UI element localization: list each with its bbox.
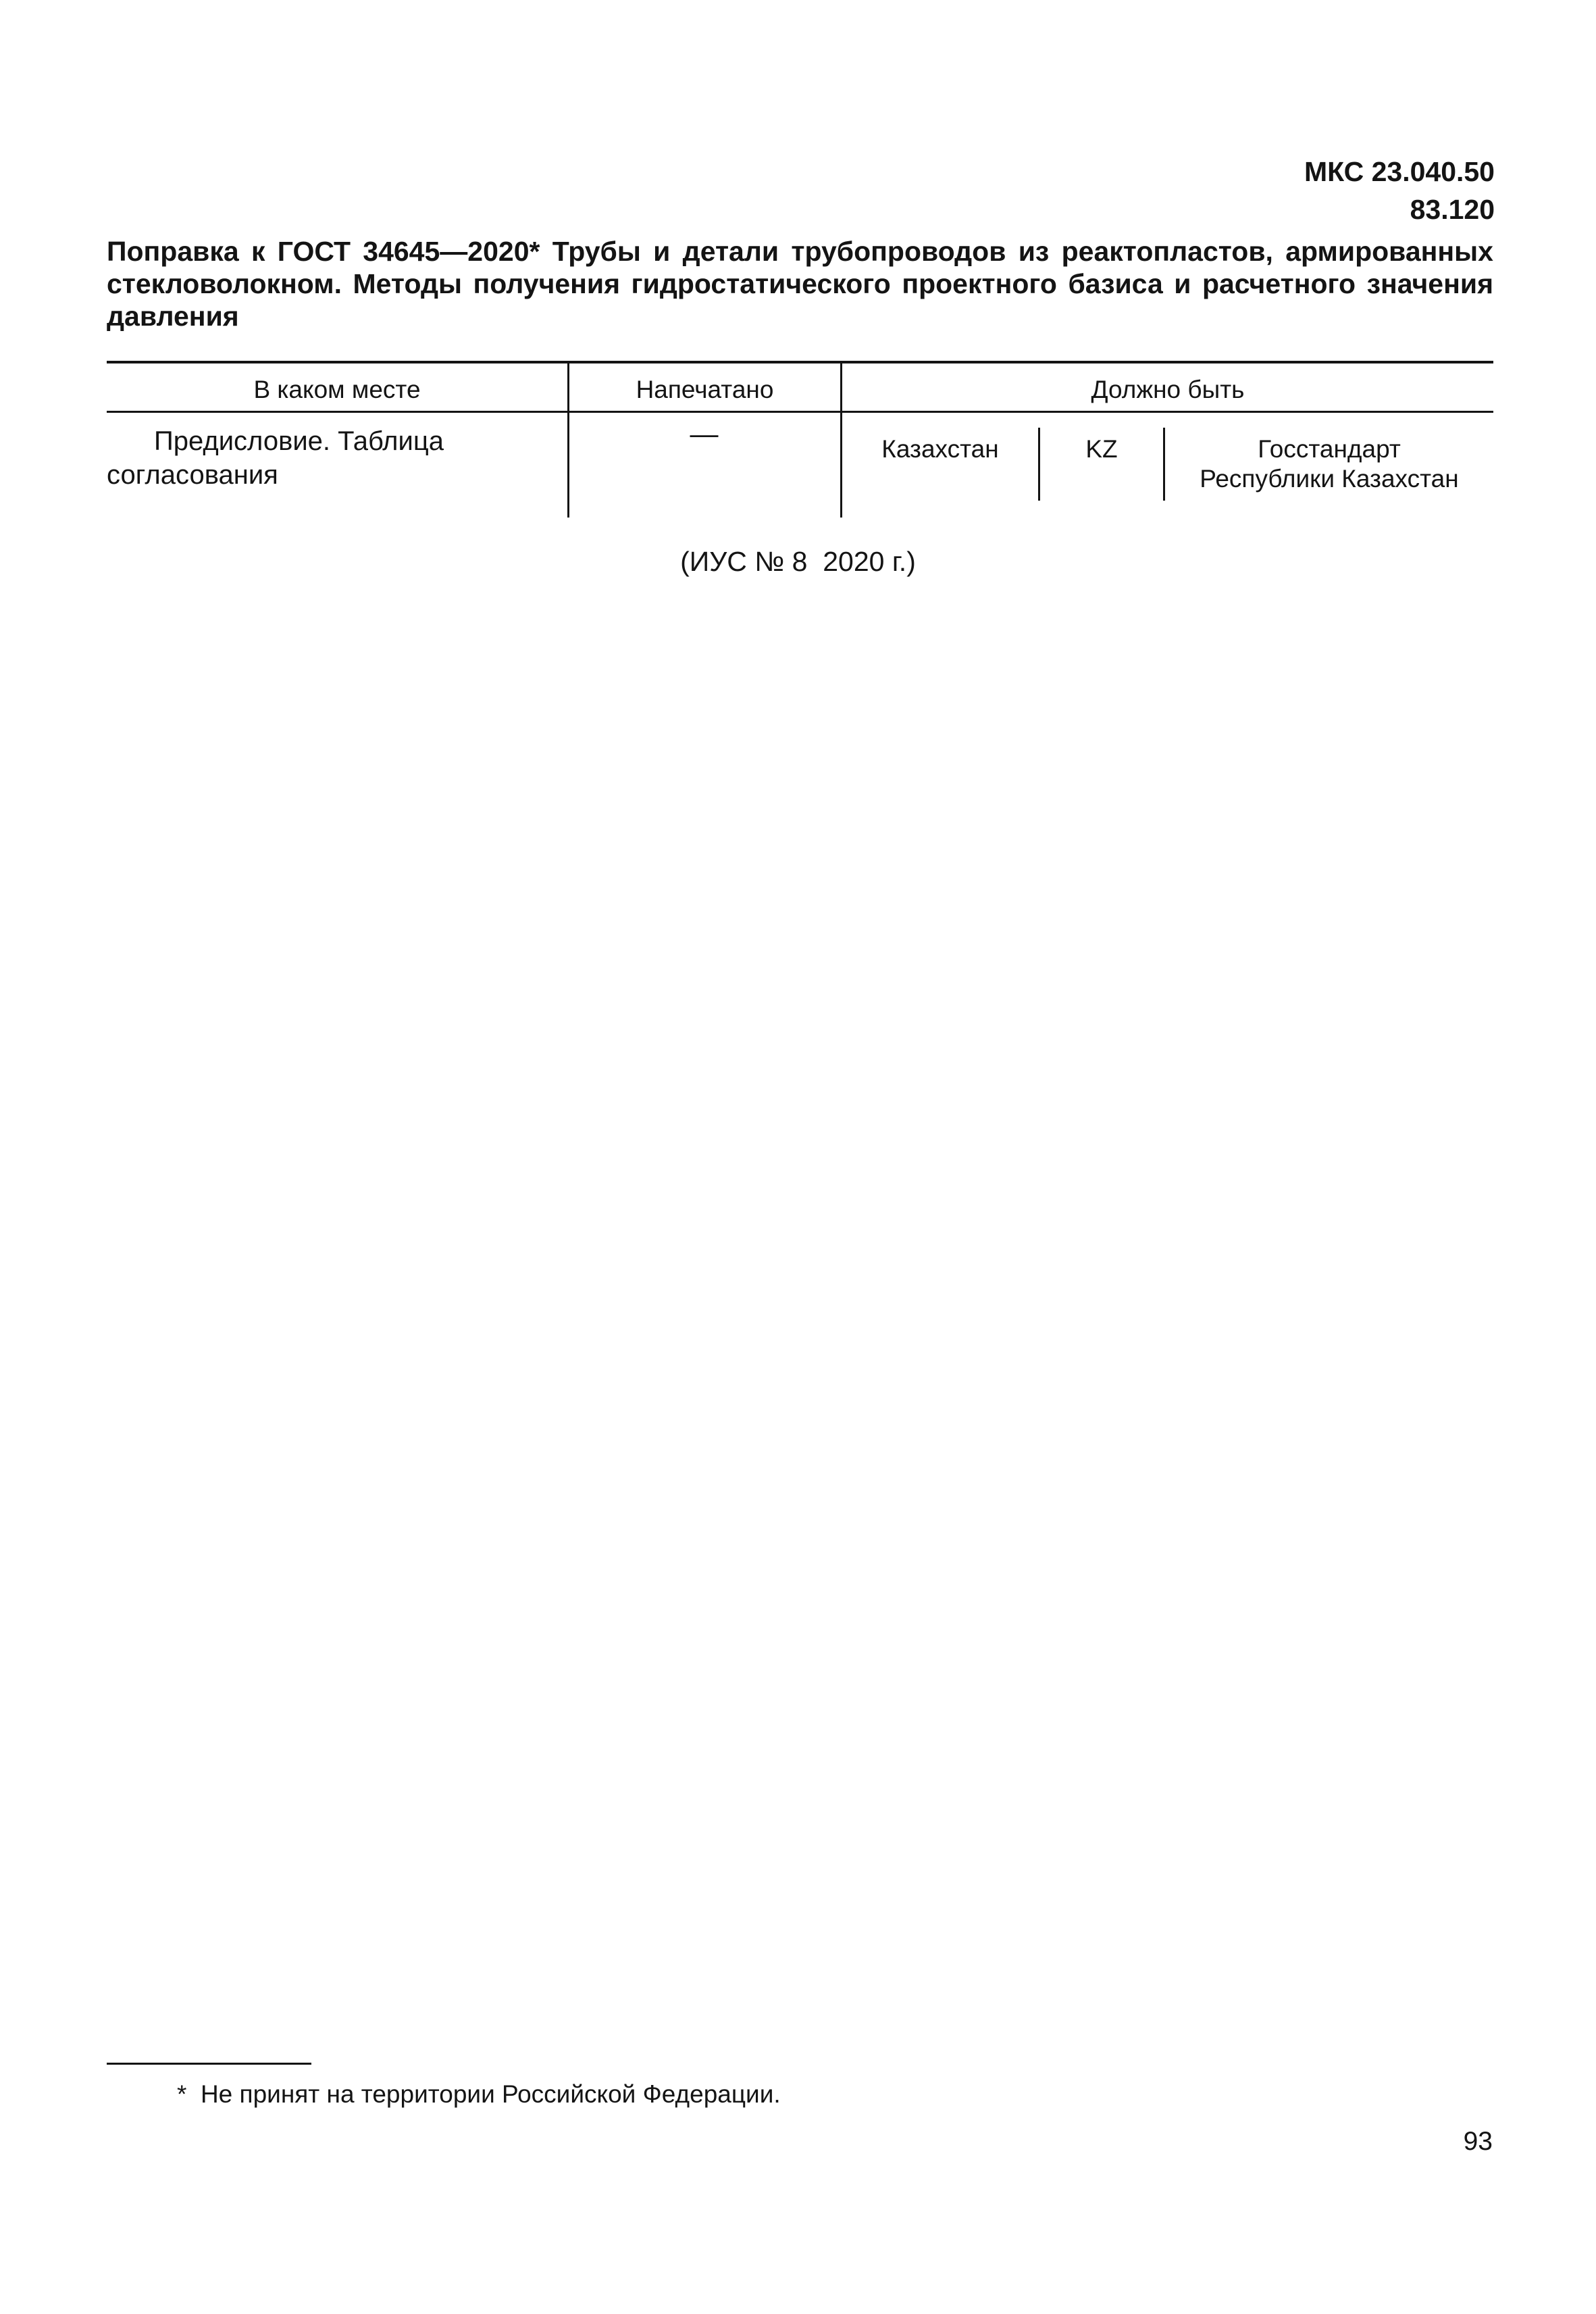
- table-cell-code: KZ: [1085, 435, 1118, 463]
- table-header-should-be: Должно быть: [1091, 376, 1245, 403]
- footnote-rule: [107, 2063, 311, 2065]
- amendment-title: Поправка к ГОСТ 34645—2020* Трубы и детали трубопроводов из реактопластов, армированных стекловолокном. Методы получения гидростатического проектного базиса и расчетного значения давления: [107, 236, 1493, 332]
- table-cell-country: Казахстан: [881, 435, 999, 463]
- standards-body-line-1: Госстандарт: [1258, 435, 1401, 463]
- table-header-rule: [107, 411, 1493, 413]
- table-cell-printed: —: [690, 418, 719, 449]
- table-header-place: В каком месте: [253, 376, 421, 403]
- footnote: * Не принят на территории Российской Федерации.: [177, 2080, 781, 2108]
- ius-reference: [0, 546, 1596, 578]
- table-header-printed: Напечатано: [636, 376, 774, 403]
- standards-body-line-2: Республики Казахстан: [1200, 465, 1459, 493]
- table-top-rule: [107, 361, 1493, 363]
- classification-code-1: МКС 23.040.50: [1304, 156, 1495, 187]
- table-cell-place: Предисловие. Таблица согласования: [107, 426, 444, 490]
- table-cell-standards-body: [1165, 434, 1493, 494]
- classification-codes: [1304, 153, 1495, 228]
- page-number: 93: [1463, 2127, 1493, 2156]
- ius-reference-text: (ИУС № 8 2020 г.): [680, 546, 916, 577]
- classification-code-2: 83.120: [1410, 194, 1495, 225]
